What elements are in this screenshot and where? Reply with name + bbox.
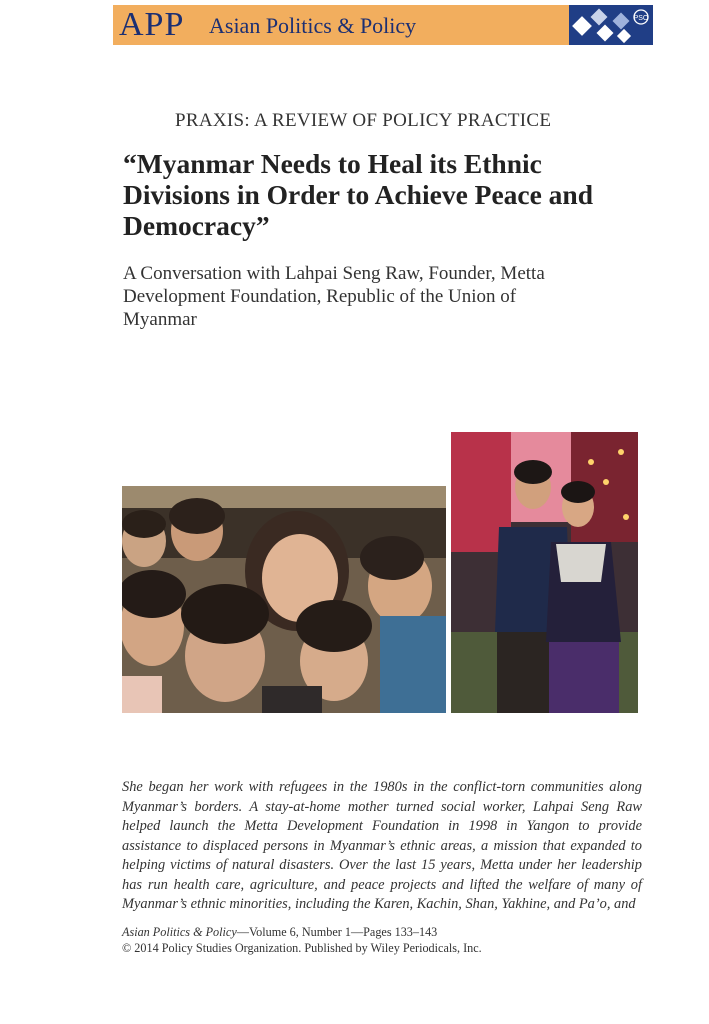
journal-name: Asian Politics & Policy (209, 13, 417, 38)
journal-banner (113, 5, 653, 45)
photo-couple-portrait (451, 432, 638, 713)
photo-children-group (122, 486, 446, 713)
section-label: PRAXIS: A REVIEW OF POLICY PRACTICE (175, 110, 552, 131)
footer-issue-info: —Volume 6, Number 1—Pages 133–143 (236, 925, 438, 939)
citation-line (122, 924, 642, 940)
publisher-logo (569, 5, 653, 45)
publisher-logo-text: PSO (633, 15, 649, 22)
footer (122, 924, 642, 956)
journal-abbrev: APP (119, 6, 185, 43)
article-title: “Myanmar Needs to Heal its Ethnic Divisions in Order to Achieve Peace and Democracy” (123, 148, 594, 241)
copyright-line: © 2014 Policy Studies Organization. Published by Wiley Periodicals, Inc. (122, 941, 482, 955)
article-subtitle: A Conversation with Lahpai Seng Raw, Founder, Metta Development Foundation, Republic of the Union of Myanmar (123, 263, 545, 330)
footer-journal-title: Asian Politics & Policy (122, 925, 237, 939)
abstract: She began her work with refugees in the 1980s in the conflict-torn communities along Myanmar’s borders. A stay-at-home mother turned social worker, Lahpai Seng Raw helped launch the Metta Development Foundation in 1998 in Yangon to provide assistance to displaced persons in Myanmar’s ethnic areas, a mission that expanded to helping victims of natural disasters. Over the last 15 years, Metta under her leadership has run health care, agriculture, and peace projects and lifted the welfare of many of Myanmar’s ethnic minorities, including the Karen, Kachin, Shan, Yakhine, and Pa’o, and (122, 779, 642, 912)
